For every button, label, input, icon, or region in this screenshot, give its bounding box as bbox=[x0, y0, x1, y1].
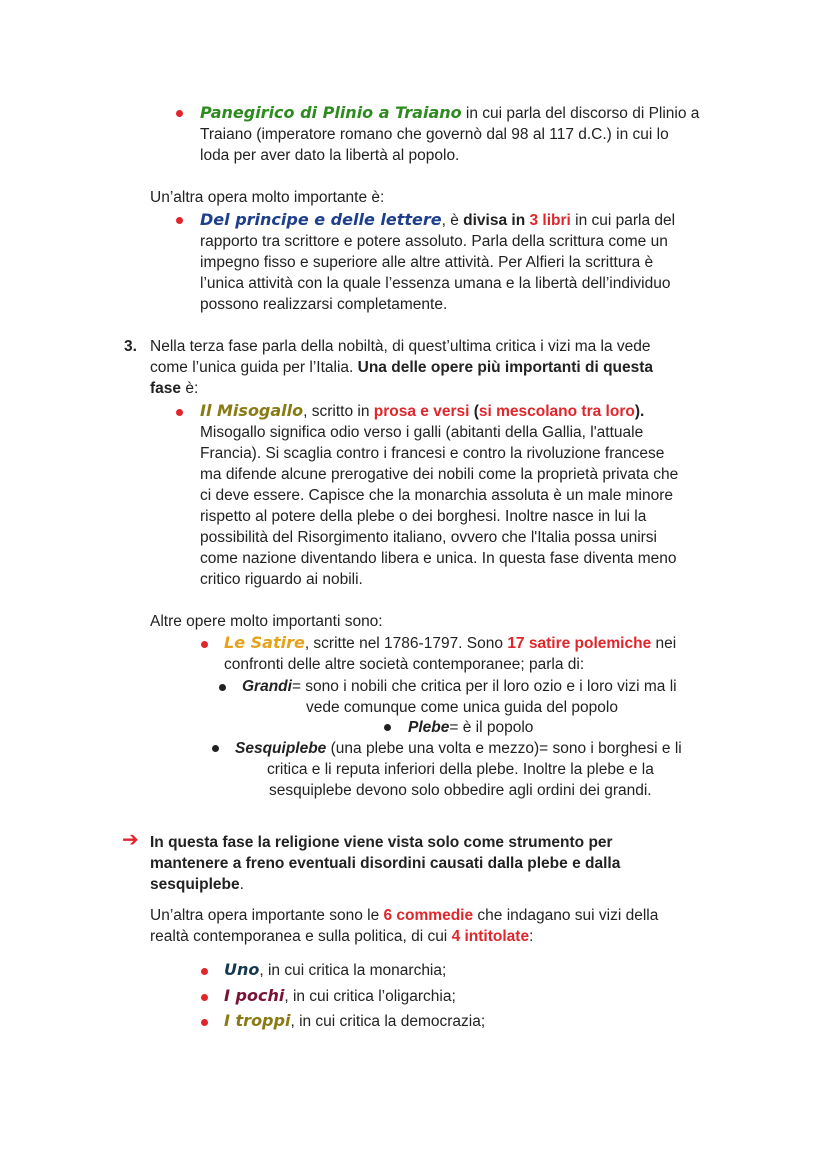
text: ma difende alcune prerogative dei nobili come la proprietà privata che bbox=[200, 466, 679, 483]
text: , in cui critica l’oligarchia; bbox=[284, 988, 456, 1005]
highlight: 6 commedie bbox=[383, 907, 474, 924]
work-title: Del principe e delle lettere bbox=[200, 210, 442, 229]
work-title: I pochi bbox=[224, 986, 285, 1005]
list-item bbox=[224, 959, 446, 981]
text: come nazione diventando libera e unica. In questa fase diventa meno bbox=[200, 550, 677, 567]
highlight: 4 intitolate bbox=[451, 928, 530, 945]
bullet bbox=[219, 684, 226, 691]
bullet bbox=[176, 409, 183, 416]
bullet bbox=[201, 1019, 208, 1026]
text: critica e li reputa inferiori della plebe. Inoltre la plebe e la bbox=[267, 761, 654, 778]
text: è: bbox=[181, 380, 199, 397]
work-title: Il Misogallo bbox=[200, 401, 304, 420]
item-grandi bbox=[242, 676, 677, 697]
highlight: prosa e versi bbox=[373, 403, 470, 420]
text: , in cui critica la democrazia; bbox=[290, 1013, 486, 1030]
text: mantenere a freno eventuali disordini causati dalla plebe e dalla bbox=[150, 855, 621, 872]
text: Francia). Si scaglia contro i francesi e contro la rivoluzione francese bbox=[200, 445, 665, 462]
intro-text: Altre opere molto importanti sono: bbox=[150, 613, 383, 630]
highlight: 3 libri bbox=[529, 212, 571, 229]
text: ). bbox=[634, 403, 645, 420]
text: fase bbox=[150, 380, 182, 397]
paragraph-panegirico bbox=[200, 102, 699, 166]
text: possono realizzarsi completamente. bbox=[200, 296, 448, 313]
list-item bbox=[224, 1010, 485, 1032]
bullet bbox=[201, 968, 208, 975]
text: come l’unica guida per l’Italia. bbox=[150, 359, 358, 376]
text: critico riguardo ai nobili. bbox=[200, 571, 363, 588]
text: , scritte nel 1786-1797. Sono bbox=[304, 635, 508, 652]
text: Misogallo significa odio verso i galli (abitanti della Gallia, l'attuale bbox=[200, 424, 644, 441]
list-number: 3. bbox=[124, 338, 137, 355]
paragraph-misogallo bbox=[200, 400, 678, 590]
paragraph-satire bbox=[224, 632, 676, 675]
text: Una delle opere più importanti di questa bbox=[357, 359, 654, 376]
text: , è bbox=[441, 212, 464, 229]
work-title: Uno bbox=[224, 960, 260, 979]
text: ( bbox=[469, 403, 479, 420]
text: in cui parla del discorso di Plinio a bbox=[461, 105, 700, 122]
text: ci deve essere. Capisce che la monarchia assoluta è un male minore bbox=[200, 487, 673, 504]
text: , scritto in bbox=[303, 403, 374, 420]
text: Traiano (imperatore romano che governò dal 98 al 117 d.C.) in cui lo bbox=[200, 126, 669, 143]
work-title: Panegirico di Plinio a Traiano bbox=[200, 103, 462, 122]
bullet bbox=[384, 724, 391, 731]
text: In questa fase la religione viene vista solo come strumento per bbox=[150, 834, 613, 851]
paragraph-principe bbox=[200, 209, 675, 315]
bullet bbox=[201, 994, 208, 1001]
work-title: Le Satire bbox=[224, 633, 305, 652]
bullet bbox=[212, 745, 219, 752]
text: divisa in bbox=[463, 212, 530, 229]
text: rispetto al potere della plebe o dei borghesi. Inoltre nasce in lui la bbox=[200, 508, 647, 525]
work-title: I troppi bbox=[224, 1011, 291, 1030]
text: possibilità del Risorgimento italiano, ovvero che l'Italia possa unirsi bbox=[200, 529, 657, 546]
text: rapporto tra scrittore e potere assoluto. Parla della scrittura come un bbox=[200, 233, 668, 250]
intro-text: Un’altra opera molto importante è: bbox=[150, 189, 385, 206]
paragraph-commedie bbox=[150, 905, 658, 947]
text: Nella terza fase parla della nobiltà, di quest’ultima critica i vizi ma la vede bbox=[150, 338, 651, 355]
bullet bbox=[176, 110, 183, 117]
text: loda per aver dato la libertà al popolo. bbox=[200, 147, 460, 164]
item-plebe bbox=[408, 717, 533, 738]
highlight: 17 satire polemiche bbox=[507, 635, 652, 652]
text: l’unica attività con la quale l’essenza umana e la libertà dell’individuo bbox=[200, 275, 671, 292]
bullet bbox=[201, 641, 208, 648]
text: . bbox=[239, 876, 244, 893]
text: : bbox=[529, 928, 534, 945]
paragraph-fase-3 bbox=[150, 336, 653, 399]
text: in cui parla del bbox=[570, 212, 676, 229]
text: (una plebe una volta e mezzo)= sono i borghesi e li bbox=[326, 740, 682, 757]
text: confronti delle altre società contemporanee; parla di: bbox=[224, 656, 585, 673]
text: Un’altra opera importante sono le bbox=[150, 907, 384, 924]
text: vede comunque come unica guida del popolo bbox=[306, 699, 618, 716]
text: = è il popolo bbox=[449, 719, 534, 736]
text: sesquiplebe bbox=[150, 876, 240, 893]
text: , in cui critica la monarchia; bbox=[259, 962, 447, 979]
term: Grandi bbox=[242, 678, 292, 695]
item-sesquiplebe bbox=[235, 738, 682, 759]
text: sesquiplebe devono solo obbedire agli ordini dei grandi. bbox=[269, 782, 652, 799]
highlight: si mescolano tra loro bbox=[478, 403, 635, 420]
text: impegno fisso e superiore alle altre attività. Per Alfieri la scrittura è bbox=[200, 254, 654, 271]
bullet bbox=[176, 217, 183, 224]
term: Plebe bbox=[408, 719, 450, 736]
text: nei bbox=[651, 635, 677, 652]
arrow-icon: ➔ bbox=[122, 829, 139, 851]
list-item bbox=[224, 985, 456, 1007]
text: = sono i nobili che critica per il loro ozio e i loro vizi ma li bbox=[291, 678, 677, 695]
text: che indagano sui vizi della bbox=[473, 907, 659, 924]
text: realtà contemporanea e sulla politica, di cui bbox=[150, 928, 452, 945]
term: Sesquiplebe bbox=[235, 740, 327, 757]
paragraph-religione bbox=[150, 832, 620, 895]
